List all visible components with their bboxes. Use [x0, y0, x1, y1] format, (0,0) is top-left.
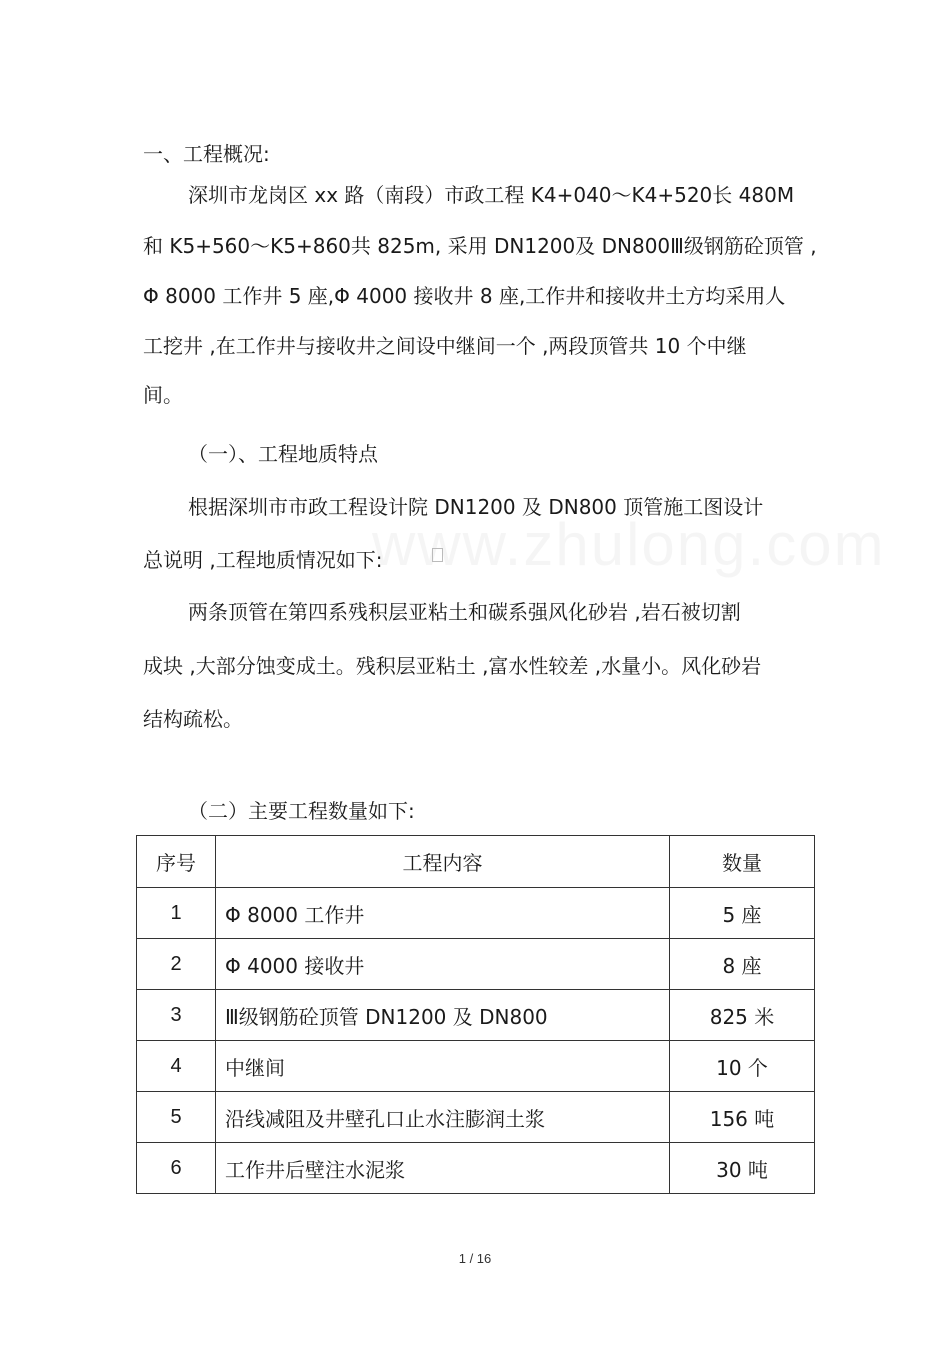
row-no: 5 [137, 1092, 216, 1143]
row-item: Ⅲ级钢筋砼顶管 DN1200 及 DN800 [216, 990, 670, 1041]
overview-line: Φ 8000 工作井 5 座,Φ 4000 接收井 8 座,工作井和接收井土方均采用人 [143, 284, 786, 308]
table-row [137, 1143, 815, 1194]
subsection-title: （二）主要工程数量如下: [188, 799, 415, 823]
row-item: 中继间 [216, 1041, 670, 1092]
geology-line: 结构疏松。 [143, 707, 243, 731]
row-qty: 5 座 [670, 888, 815, 939]
table-header-row [137, 836, 815, 888]
row-qty: 8 座 [670, 939, 815, 990]
row-item: 沿线减阻及井壁孔口止水注膨润土浆 [216, 1092, 670, 1143]
row-no: 2 [137, 939, 216, 990]
page-number: 1 / 16 [458, 1251, 492, 1266]
row-item: Φ 4000 接收井 [216, 939, 670, 990]
row-no: 1 [137, 888, 216, 939]
row-no: 3 [137, 990, 216, 1041]
header-item: 工程内容 [216, 836, 670, 888]
header-qty: 数量 [670, 836, 815, 888]
row-no: 4 [137, 1041, 216, 1092]
table-row [137, 1092, 815, 1143]
geology-line: 成块 ,大部分蚀变成土。残积层亚粘土 ,富水性较差 ,水量小。风化砂岩 [143, 654, 762, 678]
overview-line: 和 K5+560～K5+860共 825m, 采用 DN1200及 DN800Ⅲ级钢筋砼顶管 , [143, 234, 817, 258]
row-qty: 825 米 [670, 990, 815, 1041]
header-no: 序号 [137, 836, 216, 888]
overview-line: 工挖井 ,在工作井与接收井之间设中继间一个 ,两段顶管共 10 个中继 [143, 334, 747, 358]
overview-line: 深圳市龙岗区 xx 路（南段）市政工程 K4+040～K4+520长 480M [188, 183, 795, 207]
section-heading: 一、工程概况: [143, 142, 270, 166]
quantity-table [136, 835, 815, 1194]
table-row [137, 939, 815, 990]
table-row [137, 888, 815, 939]
geology-line: 总说明 ,工程地质情况如下: [143, 548, 383, 572]
row-item: Φ 8000 工作井 [216, 888, 670, 939]
table-row [137, 1041, 815, 1092]
geology-line: 根据深圳市市政工程设计院 DN1200 及 DN800 顶管施工图设计 [188, 495, 764, 519]
row-no: 6 [137, 1143, 216, 1194]
table-row [137, 990, 815, 1041]
row-qty: 156 吨 [670, 1092, 815, 1143]
scan-artifact-box [432, 548, 443, 562]
row-qty: 30 吨 [670, 1143, 815, 1194]
subsection-title: （一）、工程地质特点 [188, 442, 378, 466]
geology-line: 两条顶管在第四系残积层亚粘土和碳系强风化砂岩 ,岩石被切割 [188, 600, 741, 624]
overview-line: 间。 [143, 383, 183, 407]
row-item: 工作井后壁注水泥浆 [216, 1143, 670, 1194]
row-qty: 10 个 [670, 1041, 815, 1092]
